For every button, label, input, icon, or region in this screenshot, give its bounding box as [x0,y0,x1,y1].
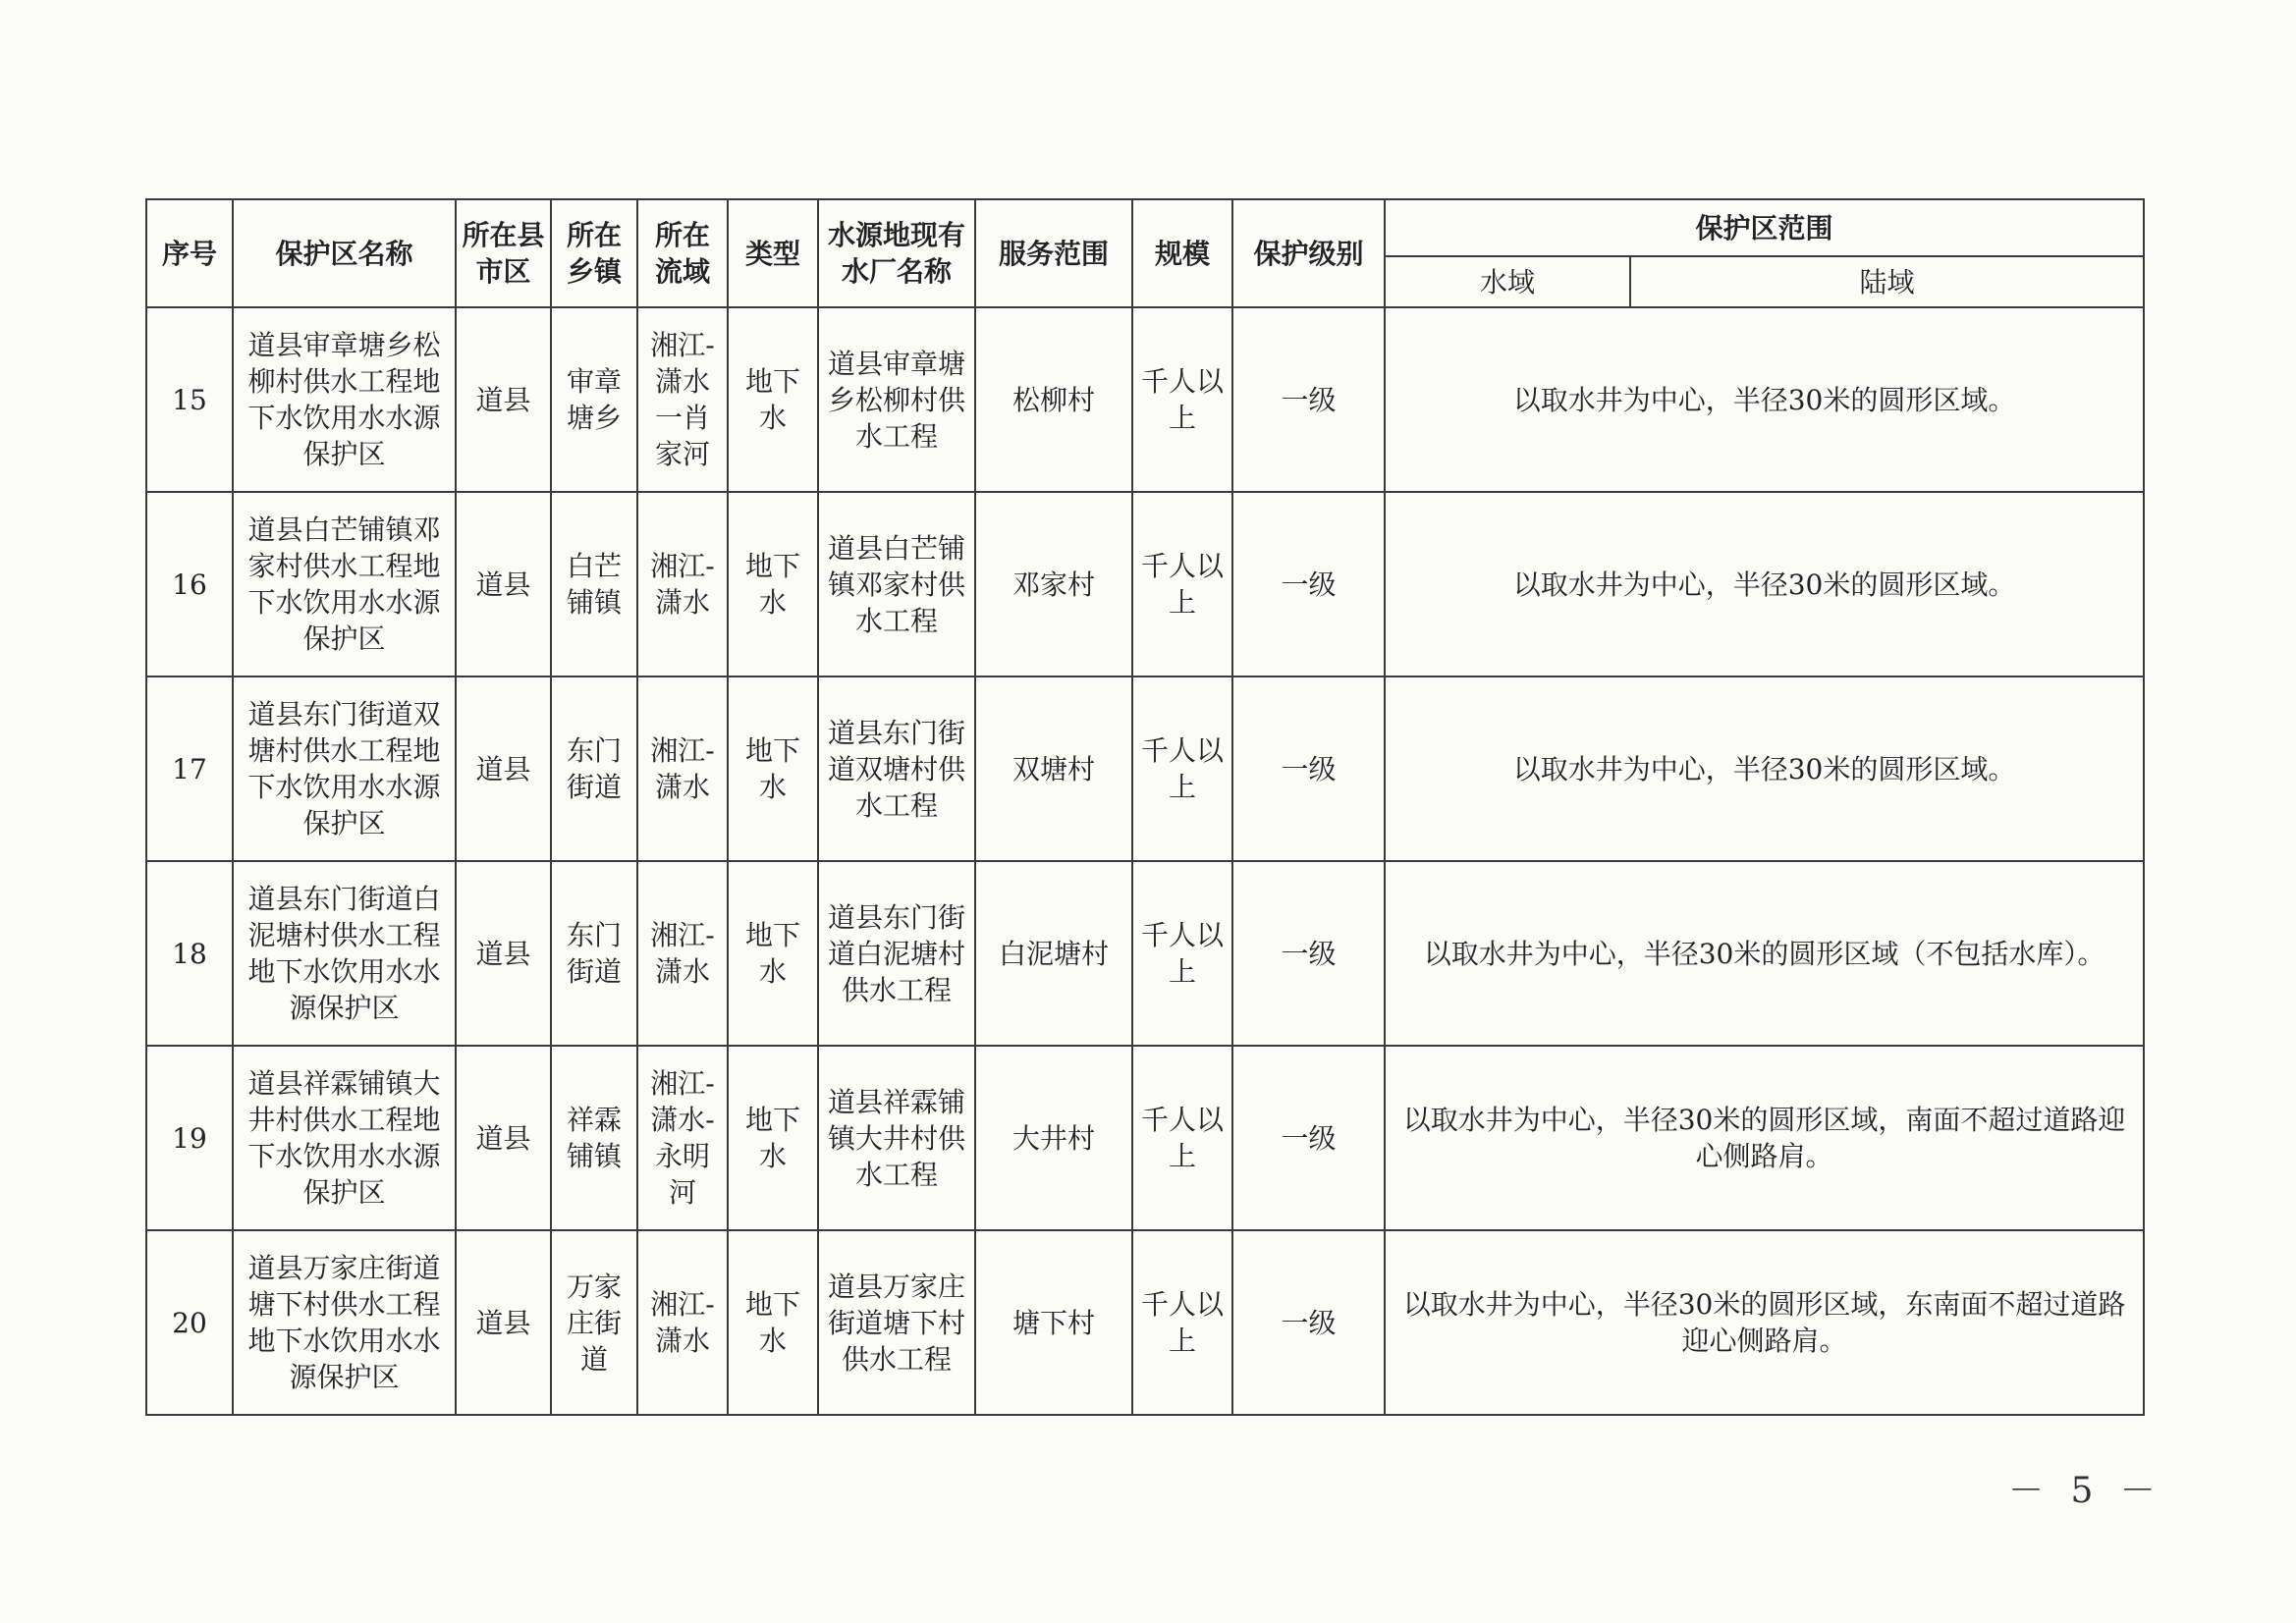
table-header-row [146,199,2144,256]
cell-basin: 湘江-潇水 [637,861,728,1046]
cell-type: 地下水 [728,492,818,676]
cell-seq: 16 [146,492,233,676]
cell-level: 一级 [1232,1046,1385,1230]
cell-town: 东门街道 [551,676,637,861]
cell-type: 地下水 [728,1230,818,1415]
cell-seq: 15 [146,307,233,492]
header-land: 陆域 [1630,256,2144,307]
cell-scope: 以取水井为中心，半径30米的圆形区域（不包括水库）。 [1385,861,2144,1046]
cell-scale: 千人以上 [1132,1046,1232,1230]
cell-name: 道县祥霖铺镇大井村供水工程地下水饮用水水源保护区 [233,1046,456,1230]
cell-town: 白芒铺镇 [551,492,637,676]
cell-town: 万家庄街道 [551,1230,637,1415]
table-row [146,1046,2144,1230]
cell-level: 一级 [1232,492,1385,676]
cell-county: 道县 [456,492,551,676]
cell-name: 道县白芒铺镇邓家村供水工程地下水饮用水水源保护区 [233,492,456,676]
cell-level: 一级 [1232,861,1385,1046]
cell-scale: 千人以上 [1132,1230,1232,1415]
cell-service: 白泥塘村 [975,861,1132,1046]
cell-scale: 千人以上 [1132,676,1232,861]
cell-scope: 以取水井为中心，半径30米的圆形区域，南面不超过道路迎心侧路肩。 [1385,1046,2144,1230]
cell-type: 地下水 [728,676,818,861]
header-scale: 规模 [1132,199,1232,307]
header-type: 类型 [728,199,818,307]
cell-service: 双塘村 [975,676,1132,861]
cell-basin: 湘江-潇水 [637,1230,728,1415]
cell-scale: 千人以上 [1132,307,1232,492]
cell-town: 祥霖铺镇 [551,1046,637,1230]
cell-service: 松柳村 [975,307,1132,492]
cell-county: 道县 [456,861,551,1046]
cell-plant: 道县祥霖铺镇大井村供水工程 [818,1046,975,1230]
cell-type: 地下水 [728,307,818,492]
cell-plant: 道县白芒铺镇邓家村供水工程 [818,492,975,676]
table-row [146,861,2144,1046]
cell-county: 道县 [456,1230,551,1415]
cell-basin: 湘江-潇水 [637,492,728,676]
page-number: － 5 － [2008,1471,2163,1511]
cell-town: 东门街道 [551,861,637,1046]
table-row [146,492,2144,676]
header-name: 保护区名称 [233,199,456,307]
cell-service: 塘下村 [975,1230,1132,1415]
cell-name: 道县东门街道白泥塘村供水工程地下水饮用水水源保护区 [233,861,456,1046]
table-row [146,307,2144,492]
header-town: 所在乡镇 [551,199,637,307]
cell-county: 道县 [456,307,551,492]
cell-plant: 道县东门街道白泥塘村供水工程 [818,861,975,1046]
water-source-protection-table [145,198,2145,1416]
cell-name: 道县东门街道双塘村供水工程地下水饮用水水源保护区 [233,676,456,861]
cell-name: 道县审章塘乡松柳村供水工程地下水饮用水水源保护区 [233,307,456,492]
cell-seq: 18 [146,861,233,1046]
header-service: 服务范围 [975,199,1132,307]
cell-type: 地下水 [728,1046,818,1230]
cell-basin: 湘江-潇水 [637,676,728,861]
cell-town: 审章塘乡 [551,307,637,492]
header-scope: 保护区范围 [1385,199,2144,256]
cell-scope: 以取水井为中心，半径30米的圆形区域。 [1385,492,2144,676]
cell-county: 道县 [456,676,551,861]
cell-level: 一级 [1232,1230,1385,1415]
cell-scale: 千人以上 [1132,492,1232,676]
cell-plant: 道县东门街道双塘村供水工程 [818,676,975,861]
cell-scope: 以取水井为中心，半径30米的圆形区域。 [1385,676,2144,861]
cell-scale: 千人以上 [1132,861,1232,1046]
cell-plant: 道县审章塘乡松柳村供水工程 [818,307,975,492]
cell-basin: 湘江-潇水-永明河 [637,1046,728,1230]
cell-level: 一级 [1232,307,1385,492]
header-seq: 序号 [146,199,233,307]
table-row [146,1230,2144,1415]
cell-service: 大井村 [975,1046,1132,1230]
table-row [146,676,2144,861]
cell-level: 一级 [1232,676,1385,861]
cell-plant: 道县万家庄街道塘下村供水工程 [818,1230,975,1415]
header-plant: 水源地现有水厂名称 [818,199,975,307]
cell-seq: 20 [146,1230,233,1415]
header-basin: 所在流域 [637,199,728,307]
cell-scope: 以取水井为中心，半径30米的圆形区域。 [1385,307,2144,492]
cell-seq: 17 [146,676,233,861]
cell-basin: 湘江-潇水一肖家河 [637,307,728,492]
cell-service: 邓家村 [975,492,1132,676]
cell-scope: 以取水井为中心，半径30米的圆形区域，东南面不超过道路迎心侧路肩。 [1385,1230,2144,1415]
cell-name: 道县万家庄街道塘下村供水工程地下水饮用水水源保护区 [233,1230,456,1415]
header-county: 所在县市区 [456,199,551,307]
header-water: 水域 [1385,256,1630,307]
cell-seq: 19 [146,1046,233,1230]
cell-type: 地下水 [728,861,818,1046]
cell-county: 道县 [456,1046,551,1230]
header-level: 保护级别 [1232,199,1385,307]
